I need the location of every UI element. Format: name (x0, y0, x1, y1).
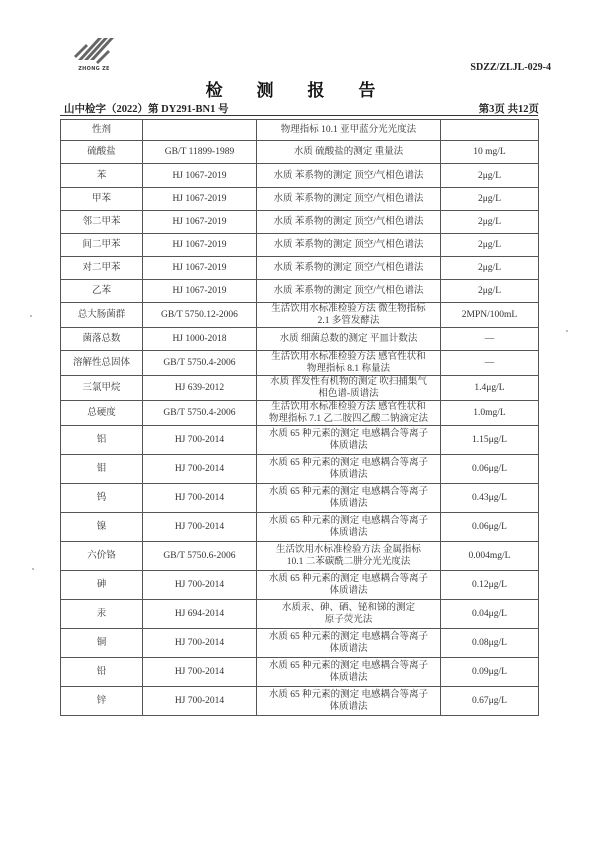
method-line: 物理指标 8.1 称量法 (306, 364, 391, 374)
table-row (61, 571, 539, 600)
detection-limit-cell: 0.08μg/L (441, 629, 539, 658)
table-row (61, 351, 539, 376)
detection-limit-cell: 0.43μg/L (441, 484, 539, 513)
detection-limit-cell: 0.06μg/L (441, 513, 539, 542)
method-line: 水质 65 种元素的测定 电感耦合等离子 (268, 690, 429, 700)
standard-cell: GB/T 5750.12-2006 (143, 303, 257, 328)
method-line: 水质 苯系物的测定 顶空/气相色谱法 (273, 217, 424, 227)
detection-limit-cell: 2μg/L (441, 234, 539, 257)
method-cell (257, 328, 441, 351)
method-line: 水质 65 种元素的测定 电感耦合等离子 (268, 429, 429, 439)
standard-cell: HJ 700-2014 (143, 629, 257, 658)
standard-cell: GB/T 11899-1989 (143, 141, 257, 164)
method-line: 生活饮用水标准检验方法 感官性状和 (271, 402, 426, 412)
standard-cell: GB/T 5750.6-2006 (143, 542, 257, 571)
standard-cell: HJ 1067-2019 (143, 211, 257, 234)
method-cell (257, 571, 441, 600)
method-line: 物理指标 7.1 乙二胺四乙酸二钠滴定法 (268, 414, 429, 424)
method-line: 水质 挥发性有机物的测定 吹扫捕集气 (270, 377, 427, 387)
standard-cell: HJ 700-2014 (143, 513, 257, 542)
method-cell (257, 234, 441, 257)
standard-cell: HJ 700-2014 (143, 658, 257, 687)
method-line: 生活饮用水标准检验方法 感官性状和 (271, 352, 426, 362)
method-line: 水质 65 种元素的测定 电感耦合等离子 (268, 487, 429, 497)
detection-limit-cell: — (441, 351, 539, 376)
test-item-cell: 三氯甲烷 (61, 376, 143, 401)
standard-cell: HJ 639-2012 (143, 376, 257, 401)
method-cell (257, 484, 441, 513)
method-line: 原子荧光法 (324, 615, 373, 625)
table-row (61, 164, 539, 188)
scan-speck (30, 315, 32, 317)
table-row (61, 376, 539, 401)
detection-limit-cell: 0.06μg/L (441, 455, 539, 484)
table-row (61, 188, 539, 211)
method-cell (257, 280, 441, 303)
method-line: 体质谱法 (329, 673, 368, 683)
scan-speck (566, 330, 568, 332)
method-line: 体质谱法 (329, 470, 368, 480)
method-line: 体质谱法 (329, 644, 368, 654)
test-item-cell: 对二甲苯 (61, 257, 143, 280)
method-line: 2.1 多管发酵法 (317, 316, 380, 326)
page-number: 第3页 共12页 (478, 104, 539, 115)
method-line: 水质 苯系物的测定 顶空/气相色谱法 (273, 286, 424, 296)
method-line: 体质谱法 (329, 441, 368, 451)
method-line: 水质 苯系物的测定 顶空/气相色谱法 (273, 263, 424, 273)
test-item-cell: 六价铬 (61, 542, 143, 571)
method-line: 生活饮用水标准检验方法 微生物指标 (271, 304, 426, 314)
table-row (61, 141, 539, 164)
test-item-cell: 铝 (61, 426, 143, 455)
method-line: 体质谱法 (329, 499, 368, 509)
standard-cell: HJ 700-2014 (143, 571, 257, 600)
method-line: 水质 65 种元素的测定 电感耦合等离子 (268, 458, 429, 468)
table-row (61, 426, 539, 455)
method-cell (257, 164, 441, 188)
standard-cell: HJ 700-2014 (143, 455, 257, 484)
method-cell (257, 188, 441, 211)
table-row (61, 687, 539, 716)
test-item-cell: 甲苯 (61, 188, 143, 211)
method-cell (257, 687, 441, 716)
method-line: 水质 65 种元素的测定 电感耦合等离子 (268, 632, 429, 642)
method-cell (257, 455, 441, 484)
report-number: 山中检字（2022）第 DY291-BN1 号 (64, 104, 229, 115)
standard-cell (143, 120, 257, 141)
standard-cell: HJ 700-2014 (143, 484, 257, 513)
detection-limit-cell: 2MPN/100mL (441, 303, 539, 328)
detection-limit-cell (441, 120, 539, 141)
table-row (61, 658, 539, 687)
test-methods-table (60, 119, 539, 716)
test-item-cell: 苯 (61, 164, 143, 188)
method-line: 水质 65 种元素的测定 电感耦合等离子 (268, 516, 429, 526)
method-line: 水质 细菌总数的测定 平皿计数法 (279, 334, 418, 344)
standard-cell: GB/T 5750.4-2006 (143, 401, 257, 426)
test-item-cell: 铜 (61, 629, 143, 658)
method-line: 水质 苯系物的测定 顶空/气相色谱法 (273, 194, 424, 204)
test-item-cell: 硫酸盐 (61, 141, 143, 164)
standard-cell: HJ 1067-2019 (143, 257, 257, 280)
test-item-cell: 钨 (61, 484, 143, 513)
table-row (61, 257, 539, 280)
table-row (61, 328, 539, 351)
header-divider (60, 115, 538, 116)
standard-cell: HJ 1067-2019 (143, 234, 257, 257)
detection-limit-cell: — (441, 328, 539, 351)
test-item-cell: 邻二甲苯 (61, 211, 143, 234)
table-row (61, 455, 539, 484)
detection-limit-cell: 0.09μg/L (441, 658, 539, 687)
detection-limit-cell: 0.04μg/L (441, 600, 539, 629)
table-row (61, 280, 539, 303)
method-cell (257, 303, 441, 328)
test-item-cell: 汞 (61, 600, 143, 629)
method-line: 体质谱法 (329, 586, 368, 596)
detection-limit-cell: 2μg/L (441, 257, 539, 280)
detection-limit-cell: 1.0mg/L (441, 401, 539, 426)
standard-cell: HJ 1000-2018 (143, 328, 257, 351)
test-item-cell: 砷 (61, 571, 143, 600)
method-cell (257, 658, 441, 687)
method-line: 体质谱法 (329, 528, 368, 538)
test-item-cell: 溶解性总固体 (61, 351, 143, 376)
page-title: 检 测 报 告 (205, 81, 390, 101)
detection-limit-cell: 0.67μg/L (441, 687, 539, 716)
test-item-cell: 钼 (61, 455, 143, 484)
method-cell (257, 141, 441, 164)
scan-speck (32, 568, 34, 570)
method-line: 水质汞、砷、硒、铋和锑的测定 (281, 603, 415, 613)
standard-cell: HJ 1067-2019 (143, 188, 257, 211)
method-line: 水质 65 种元素的测定 电感耦合等离子 (268, 661, 429, 671)
table-row (61, 484, 539, 513)
method-line: 水质 苯系物的测定 顶空/气相色谱法 (273, 170, 424, 181)
test-item-cell: 锌 (61, 687, 143, 716)
test-item-cell: 性剂 (61, 120, 143, 141)
standard-cell: HJ 1067-2019 (143, 280, 257, 303)
detection-limit-cell: 2μg/L (441, 164, 539, 188)
method-line: 水质 硫酸盐的测定 重量法 (293, 147, 404, 157)
method-cell (257, 120, 441, 141)
standard-cell: HJ 694-2014 (143, 600, 257, 629)
table-body (61, 120, 539, 716)
table-row (61, 513, 539, 542)
method-line: 体质谱法 (329, 702, 368, 712)
method-cell (257, 401, 441, 426)
method-line: 生活饮用水标准检验方法 金属指标 (276, 545, 421, 555)
detection-limit-cell: 0.004mg/L (441, 542, 539, 571)
method-cell (257, 542, 441, 571)
method-line: 水质 65 种元素的测定 电感耦合等离子 (268, 574, 429, 584)
method-cell (257, 629, 441, 658)
method-line: 物理指标 10.1 亚甲蓝分光光度法 (280, 125, 417, 135)
method-line: 10.1 二苯碳酰二肼分光光度法 (286, 557, 411, 567)
logo-text: ZHONG ZE (78, 66, 110, 72)
table-row (61, 211, 539, 234)
table-row (61, 234, 539, 257)
detection-limit-cell: 2μg/L (441, 211, 539, 234)
document-code: SDZZ/ZLJL-029-4 (470, 62, 551, 73)
method-cell (257, 426, 441, 455)
table-row (61, 120, 539, 141)
table-row (61, 542, 539, 571)
standard-cell: HJ 700-2014 (143, 426, 257, 455)
standard-cell: GB/T 5750.4-2006 (143, 351, 257, 376)
detection-limit-cell: 2μg/L (441, 280, 539, 303)
method-line: 相色谱-质谱法 (318, 389, 379, 399)
method-cell (257, 600, 441, 629)
table-row (61, 629, 539, 658)
method-cell (257, 351, 441, 376)
table-row (61, 303, 539, 328)
test-item-cell: 铅 (61, 658, 143, 687)
test-item-cell: 间二甲苯 (61, 234, 143, 257)
method-line: 水质 苯系物的测定 顶空/气相色谱法 (273, 240, 424, 250)
detection-limit-cell: 1.4μg/L (441, 376, 539, 401)
test-item-cell: 总大肠菌群 (61, 303, 143, 328)
table-row (61, 600, 539, 629)
table-row (61, 401, 539, 426)
standard-cell: HJ 1067-2019 (143, 164, 257, 188)
detection-limit-cell: 1.15μg/L (441, 426, 539, 455)
detection-limit-cell: 10 mg/L (441, 141, 539, 164)
test-item-cell: 菌落总数 (61, 328, 143, 351)
test-item-cell: 镍 (61, 513, 143, 542)
method-cell (257, 211, 441, 234)
detection-limit-cell: 0.12μg/L (441, 571, 539, 600)
method-cell (257, 376, 441, 401)
detection-limit-cell: 2μg/L (441, 188, 539, 211)
test-item-cell: 总硬度 (61, 401, 143, 426)
standard-cell: HJ 700-2014 (143, 687, 257, 716)
method-cell (257, 257, 441, 280)
method-cell (257, 513, 441, 542)
test-item-cell: 乙苯 (61, 280, 143, 303)
